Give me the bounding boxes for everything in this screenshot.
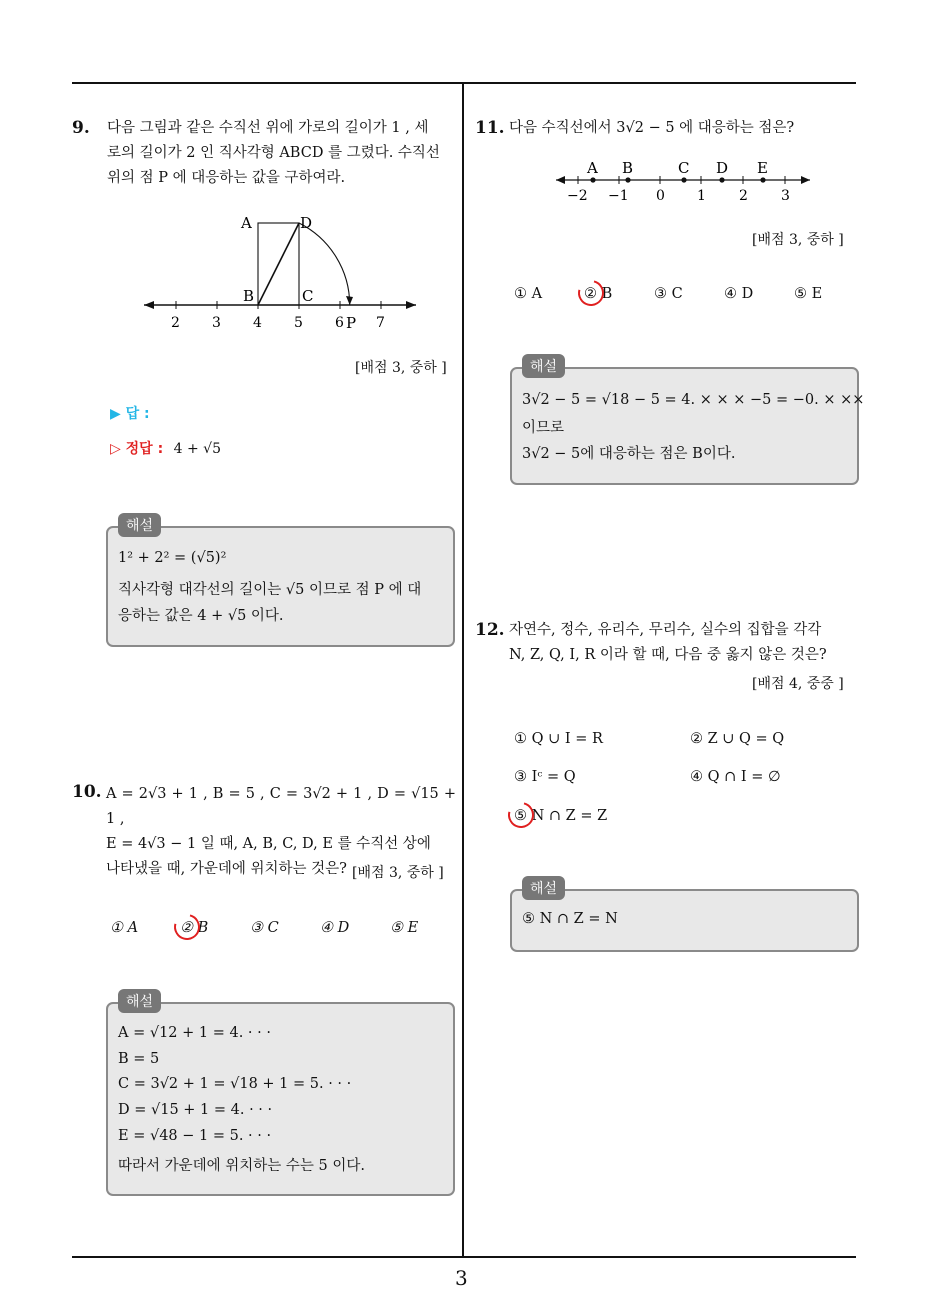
point-label-e: E	[757, 159, 768, 177]
explanation-line: B = 5	[118, 1051, 160, 1067]
choice-5[interactable]: ⑤ E	[794, 286, 823, 302]
choice-5[interactable]: ⑤ E	[390, 920, 419, 936]
choice-3[interactable]: ③ Iᶜ = Q	[514, 769, 576, 785]
tick-label: 3	[781, 188, 790, 204]
q11-number-line-figure	[552, 158, 814, 208]
question-number-9: 9.	[72, 118, 90, 138]
question-12-text	[509, 618, 859, 668]
question-9-line: 다음 그림과 같은 수직선 위에 가로의 길이가 1 , 세	[107, 120, 429, 136]
point-label-p: P	[346, 314, 357, 332]
tick-label: 2	[739, 188, 748, 204]
q11-axis-left-arrow	[556, 176, 565, 184]
point-label-d: D	[716, 159, 729, 177]
vertex-label-a: A	[241, 214, 252, 232]
q9-correct-answer	[110, 438, 221, 458]
correct-label: ▷ 정답 :	[110, 441, 164, 457]
q10-score: [배점 3, 중하 ]	[352, 865, 444, 881]
q11-explanation-tag: 해설	[522, 354, 565, 378]
question-9-text	[107, 116, 455, 191]
choice-5[interactable]: ⑤ N ∩ Z = Z	[514, 808, 608, 824]
point-e	[760, 177, 765, 182]
choice-4[interactable]: ④ Q ∩ I = ∅	[690, 769, 781, 785]
q12-score: [배점 4, 중중 ]	[752, 676, 844, 692]
q9-explanation-tag: 해설	[118, 513, 161, 537]
tick-label: 7	[376, 315, 385, 331]
choice-1[interactable]: ① A	[514, 286, 543, 302]
tick-label: −2	[567, 188, 588, 204]
question-number-12: 12.	[475, 620, 505, 640]
vertex-label-b: B	[243, 287, 255, 305]
explanation-line: D = √15 + 1 = 4. · · ·	[118, 1102, 273, 1118]
vertex-label-c: C	[302, 287, 314, 305]
question-10-line: 나타냈을 때, 가운데에 위치하는 것은?	[106, 861, 347, 877]
question-number-11: 11.	[475, 118, 505, 138]
explanation-line: 1² + 2² = (√5)²	[118, 550, 227, 566]
selected-answer-mark	[573, 275, 609, 311]
q12-explanation-tag: 해설	[522, 876, 565, 900]
point-a	[590, 177, 595, 182]
choice-4[interactable]: ④ D	[320, 920, 350, 936]
q11-axis-right-arrow	[801, 176, 810, 184]
choice-1[interactable]: ① A	[110, 920, 139, 936]
explanation-line: E = √48 − 1 = 5. · · ·	[118, 1128, 272, 1144]
column-divider	[462, 83, 464, 1258]
selected-answer-mark	[169, 909, 205, 945]
explanation-line: 따라서 가운데에 위치하는 수는 5 이다.	[118, 1158, 365, 1174]
explanation-line: 이므로	[522, 420, 565, 436]
q10-explanation-tag: 해설	[118, 989, 161, 1013]
question-12-line: 자연수, 정수, 유리수, 무리수, 실수의 집합을 각각	[509, 622, 822, 638]
selected-answer-mark	[503, 797, 539, 833]
point-c	[681, 177, 686, 182]
q9-score: [배점 3, 중하 ]	[355, 360, 447, 376]
explanation-line: ⑤ N ∩ Z = N	[522, 911, 618, 927]
tick-label: 4	[253, 315, 262, 331]
diagonal-bd	[258, 223, 299, 305]
point-label-a: A	[587, 159, 598, 177]
top-rule	[72, 82, 856, 84]
explanation-line: 3√2 − 5에 대응하는 점은 B이다.	[522, 446, 736, 462]
vertex-label-d: D	[300, 214, 313, 232]
choice-4[interactable]: ④ D	[724, 286, 754, 302]
arc-arrowhead	[346, 296, 353, 305]
question-11-text: 다음 수직선에서 3√2 − 5 에 대응하는 점은?	[509, 120, 795, 136]
question-12-line: N, Z, Q, I, R 이라 할 때, 다음 중 옳지 않은 것은?	[509, 647, 827, 663]
explanation-line: A = √12 + 1 = 4. · · ·	[118, 1025, 271, 1041]
point-label-c: C	[678, 159, 690, 177]
q9-axis-left-arrow	[144, 301, 154, 309]
point-label-b: B	[622, 159, 634, 177]
choice-1[interactable]: ① Q ∪ I = R	[514, 731, 603, 747]
question-9-line: 위의 점 P 에 대응하는 값을 구하여라.	[107, 170, 346, 186]
point-b	[625, 177, 630, 182]
question-10-line: E = 4√3 − 1 일 때, A, B, C, D, E 를 수직선 상에	[106, 836, 431, 852]
choice-2[interactable]: ② Z ∪ Q = Q	[690, 731, 785, 747]
q9-number-line-figure	[140, 208, 430, 338]
tick-label: 3	[212, 315, 221, 331]
tick-label: 5	[294, 315, 303, 331]
bottom-rule	[72, 1256, 856, 1258]
choice-2[interactable]: ② B	[180, 920, 209, 936]
question-number-10: 10.	[72, 782, 102, 802]
choice-2[interactable]: ② B	[584, 286, 613, 302]
page-number: 3	[455, 1266, 468, 1290]
explanation-line: C = 3√2 + 1 = √18 + 1 = 5. · · ·	[118, 1076, 352, 1092]
tick-label: 6	[335, 315, 344, 331]
choice-3[interactable]: ③ C	[250, 920, 279, 936]
tick-label: −1	[608, 188, 629, 204]
question-9-line: 로의 길이가 2 인 직사각형 ABCD 를 그렸다. 수직선	[107, 145, 440, 161]
q9-answer-label: ▶ 답 :	[110, 406, 150, 422]
q11-score: [배점 3, 중하 ]	[752, 232, 844, 248]
point-d	[719, 177, 724, 182]
correct-value: 4 + √5	[173, 441, 221, 457]
choice-3[interactable]: ③ C	[654, 286, 683, 302]
tick-label: 0	[656, 188, 665, 204]
tick-label: 2	[171, 315, 180, 331]
explanation-line: 직사각형 대각선의 길이는 √5 이므로 점 P 에 대	[118, 582, 422, 598]
q9-axis-right-arrow	[406, 301, 416, 309]
explanation-line: 응하는 값은 4 + √5 이다.	[118, 608, 284, 624]
explanation-line: 3√2 − 5 = √18 − 5 = 4. × × × −5 = −0. × ××	[522, 392, 865, 408]
tick-label: 1	[697, 188, 706, 204]
question-10-line: A = 2√3 + 1 , B = 5 , C = 3√2 + 1 , D = √15 + 1 ,	[106, 786, 456, 827]
